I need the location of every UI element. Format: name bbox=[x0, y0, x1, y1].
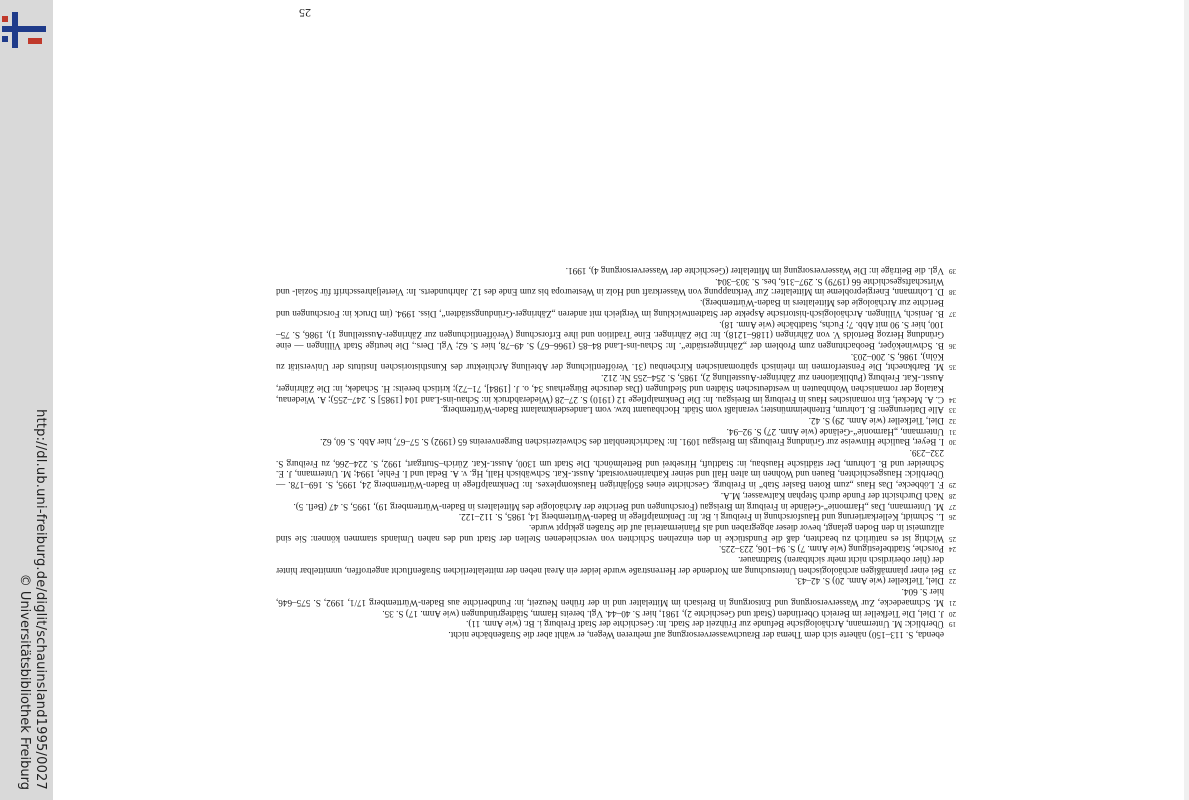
footnote-text: Alle Datierungen: B. Lohrum, Ettenheimmünster; veranlaßt vom Städt. Hochbauamt bzw. vom Landesdenkmalamt Baden-Württemberg. bbox=[440, 405, 944, 416]
footnote bbox=[276, 447, 956, 490]
scanned-page bbox=[276, 0, 970, 650]
footnote-text: D. Lohrmann, Energieprobleme im Mittelalter: Zur Verknappung von Wasserkraft und Holz in Westeuropa bis zum Ende des 12. Jahrhunderts. In: Vierteljahresschrift für Sozial- und Wirtschaftsgeschichte 66 (1979) S. 297–316, bes. S. 303–304. bbox=[276, 276, 944, 298]
footnote-number: 22 bbox=[949, 577, 956, 586]
footnote bbox=[276, 586, 956, 607]
footnote-text: I. Beyer, Bauliche Hinweise zur Gründung Freiburgs im Breisgau 1091. In: Nachrichtenblatt des Schweizerischen Burgenvereins 65 (1992) S. 57–67, hier Abb. S. 60, 62. bbox=[320, 437, 944, 448]
footnote-number: 30 bbox=[949, 438, 956, 447]
footnote-text: C. A. Meckel, Ein romanisches Haus in Freiburg im Breisgau. In: Die Denkmalpflege 12 (1910) S. 27–28 (Wiederabdruck in: Schau-ins-Land 104 [1985] S. 247–255); A. Wiedenau, Katalog der romanischen Wohnbauten in westdeutschen Städten und Siedlungen (Das deutsche Bürgerhaus 34, o. J. [1984], 71–72); kritisch bereits: H. Schadek, in: Die Zähringer, Ausst.-Kat. Freiburg (Publikationen zur Zähringer-Ausstellung 2), 1985, S. 254–255 Nr. 212. bbox=[276, 373, 944, 405]
footnote-number: 21 bbox=[949, 598, 956, 607]
footnote-text: B. Schwineköper, Beobachtungen zum Problem der „Zähringerstädte“. In: Schau-ins-Land 84–85 (1966–67) S. 49–78, hier S. 62; Vgl. Ders., Die heutige Stadt Villingen — eine Gründung Herzog Bertolds V. von Zähringen (1186–1218). In: Die Zähringer. Eine Tradition und ihre Erforschung (Veröffentlichungen zur Zähringer-Ausstellung 1), 1986, S. 75–100, hier S. 90 mit Abb. 7; Fuchs, Stadtbäche (wie Anm. 18). bbox=[276, 319, 944, 352]
footnote-number: 28 bbox=[949, 491, 956, 500]
footnote bbox=[276, 437, 956, 448]
footnote-number: 32 bbox=[949, 416, 956, 425]
footnote-text: M. Schmaedecke, Zur Wasserversorgung und Entsorgung in Breisach im Mittelalter und in der frühen Neuzeit, in: Fundberichte aus Baden-Württemberg 17/1, 1992, S. 575–646, hier S. 604. bbox=[276, 587, 944, 608]
footnote bbox=[276, 415, 956, 426]
footnote-text: Bei einer planmäßigen archäologischen Untersuchung am Nordende der Herrenstraße wurde leider ein Areal neben der mittelalterlichen Straßenflucht angetroffen, unmittelbar hinter der (hier oberirdisch nicht mehr sichtbaren) Stadtmauer. bbox=[276, 555, 944, 576]
footnote-number: 33 bbox=[949, 406, 956, 415]
footnote bbox=[276, 319, 956, 351]
viewer-side-panel bbox=[0, 0, 53, 800]
footnote-number: 34 bbox=[949, 395, 956, 404]
footnote-number: 23 bbox=[949, 566, 956, 575]
footnote bbox=[276, 490, 956, 501]
footnote-number: 24 bbox=[949, 545, 956, 554]
footnote-text: Porsche, Stadtbefestigung (wie Anm. 7) S. 94–106, 223–225. bbox=[718, 544, 944, 555]
footnote-number: 35 bbox=[949, 363, 956, 372]
footnote-text: L. Schmidt, Kellerkartierung und Hausforschung in Freiburg i. Br. In: Denkmalpflege in Baden-Württemberg 14, 1985, S. 112–122. bbox=[458, 512, 944, 523]
footnote-number: 37 bbox=[949, 309, 956, 318]
footnote-number: 36 bbox=[949, 342, 956, 351]
footnote bbox=[276, 405, 956, 416]
scrollbar-track[interactable] bbox=[1184, 0, 1189, 800]
footnote-number: 31 bbox=[949, 427, 956, 436]
footnote-number: 26 bbox=[949, 513, 956, 522]
footnote bbox=[276, 608, 956, 619]
footnote-text: B. Jenisch, Villingen. Archäologisch-historische Aspekte der Stadtentwicklung im Vergleich mit anderen „Zähringer-Gründungsstädten“, Diss. 1994. (im Druck in: Forschungen und Berichte zur Archäologie des Mittelalters in Baden-Württemberg). bbox=[276, 298, 944, 319]
footnote-text: F. Löbbecke, Das Haus „zum Roten Basler Stab“ in Freiburg. Geschichte eines 850jährigen Hauskomplexes. In: Denkmalpflege in Baden-Württemberg 24, 1995, S. 169–178. — Überblick: Hausgeschichten, Bauen und Wohnen im alten Hall und seiner Katharinenvorstadt, Ausst.-Kat. Schwäbisch Hall, Hg. v. A. Bedal und I. Fehle, 1994; M. Untermann, J. E. Schneider und B. Lohrum, Der städtische Hausbau, in: Stadtluft, Hirsebrei und Bettelmönch. Die Stadt um 1300, Ausst.-Kat. Zürich–Stuttgart, 1992, S. 224–266, zu Freiburg S. 232–239. bbox=[276, 448, 944, 491]
footnote-text: M. Untermann, Das „Harmonie“-Gelände in Freiburg im Breisgau (Forschungen und Berichte der Archäologie des Mittelalters in Baden-Württemberg 19), 1995, S. 47 (Befl. 5). bbox=[293, 501, 944, 512]
footnote bbox=[276, 298, 956, 319]
footnote-number: 38 bbox=[949, 288, 956, 297]
footnote-text: M. Barbknecht, Die Fensterformen im rheinisch spätromanischen Kirchenbau (31. Veröffentlichung der Abteilung Architektur des Kunsthistorischen Instituts der Universität zu Köln), 1986, S. 200–203. bbox=[276, 351, 944, 373]
document-url[interactable]: http://dl.ub.uni-freiburg.de/diglit/schauinsland1995/0027 bbox=[33, 409, 48, 790]
footnote-number: 19 bbox=[949, 620, 956, 629]
footnote bbox=[276, 544, 956, 555]
footnote bbox=[276, 522, 956, 543]
footnote bbox=[276, 619, 956, 630]
footnote-text: ebenda, S. 113–150) näherte sich dem Thema der Brauchwasserversorgung auf mehreren Wegen, er wählt aber die Straßenbäche nicht. bbox=[448, 630, 944, 640]
footnote bbox=[276, 276, 956, 297]
footnote bbox=[276, 512, 956, 523]
footnote-number: 25 bbox=[949, 534, 956, 543]
footnote-text: Wichtig ist es natürlich zu beachten, daß die Fundstücke in den einzelnen Schichten von verschiedenen Stellen der Stadt und des nahen Umlands stammen können: Sie sind allzumeist in den Boden gelangt, bevor dieser abgegraben und als Planiermaterial auf die Straßen gekippt wurde. bbox=[276, 522, 944, 544]
footnote bbox=[276, 501, 956, 512]
footnote-number: 39 bbox=[949, 267, 956, 276]
footnotes-block bbox=[276, 265, 956, 640]
footnote bbox=[276, 576, 956, 587]
footnote bbox=[276, 426, 956, 437]
footnote bbox=[276, 629, 956, 640]
footnote-text: Nach Durchsicht der Funde durch Stephan Kaltwasser, M.A. bbox=[720, 490, 944, 501]
copyright-notice: © Universitätsbibliothek Freiburg bbox=[17, 573, 32, 790]
footnote-number: 20 bbox=[949, 609, 956, 618]
footnote bbox=[276, 372, 956, 404]
footnote-text: J. Diel, Die Tiefkeller im Bereich Oberlinden (Stadt und Geschichte 2), 1981, hier S. 40–44. Vgl. bereits Hamm, Städtegründungen (wie Anm. 17) S. 35. bbox=[382, 608, 944, 619]
footnote-text: Untermann, „Harmonie“-Gelände (wie Anm. 27) S. 92–94. bbox=[726, 426, 944, 437]
footnote-text: Vgl. die Beiträge in: Die Wasserversorgung im Mittelalter (Geschichte der Wasserversorgung 4), 1991. bbox=[565, 266, 944, 277]
footnote bbox=[276, 554, 956, 575]
footnote-text: Diel, Tiefkeller (wie Anm. 20) S. 42–43. bbox=[794, 576, 944, 587]
footnote-text: Überblick: M. Untermann, Archäologische Befunde zur Frühzeit der Stadt. In: Geschichte der Stadt Freiburg i. Br. (wie Anm. 11). bbox=[466, 619, 944, 630]
footnote-number: 27 bbox=[949, 502, 956, 511]
page-number: 25 bbox=[299, 6, 311, 20]
footnote bbox=[276, 265, 956, 276]
footnote bbox=[276, 351, 956, 372]
footnote-number: 29 bbox=[949, 481, 956, 490]
footnote-text: Diel, Tiefkeller (wie Anm. 29) S. 42. bbox=[808, 415, 944, 426]
